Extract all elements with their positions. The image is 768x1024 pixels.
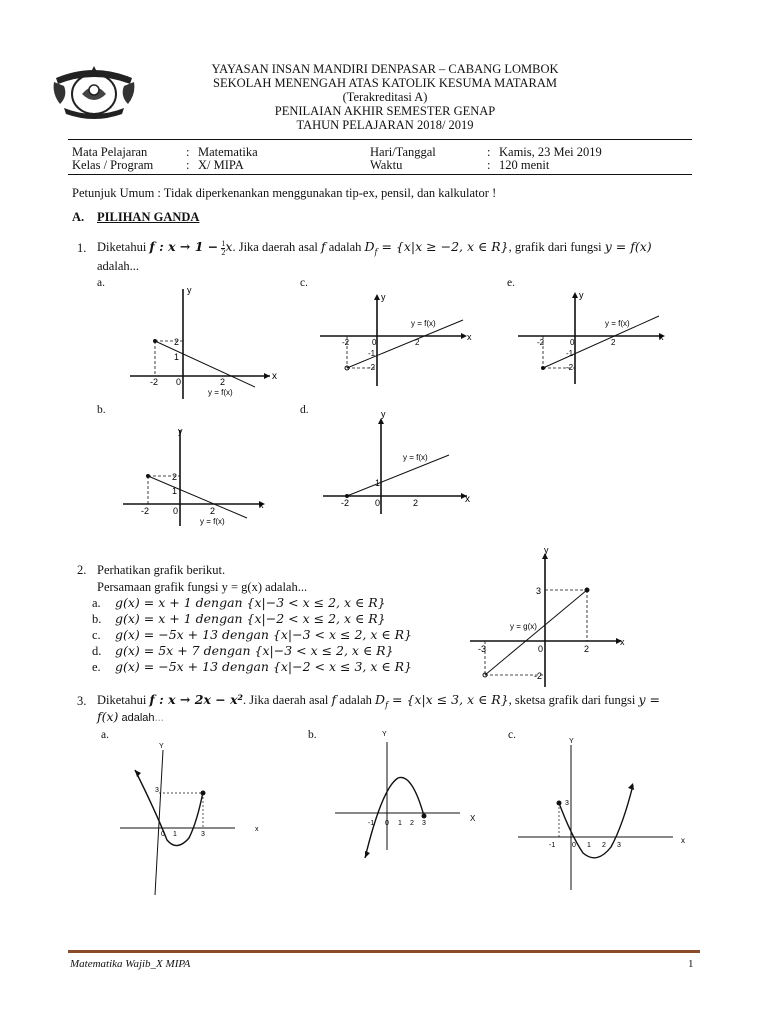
time-colon: : — [487, 158, 491, 172]
x-label: x — [620, 637, 625, 647]
x-label: x — [681, 836, 685, 845]
time-label: Waktu — [370, 158, 403, 172]
q3-graph-b — [330, 728, 490, 868]
x-label: X — [470, 814, 476, 823]
x-label: x — [465, 494, 470, 505]
tick-3: 3 — [422, 820, 426, 827]
header-exam: PENILAIAN AKHIR SEMESTER GENAP — [274, 104, 496, 118]
function-curve — [559, 785, 633, 858]
y-arrow-icon — [374, 294, 380, 300]
footer-subject: Matematika Wajib_X MIPA — [70, 958, 191, 970]
q2-subtext: Persamaan grafik fungsi y = g(x) adalah... — [97, 580, 308, 594]
function-line — [148, 476, 247, 518]
tick-2x: 2 — [210, 506, 216, 516]
q1-graph-e — [513, 288, 678, 388]
function-line — [485, 590, 590, 675]
q2-text: Perhatikan grafik berikut. — [97, 563, 226, 577]
q3-graph-c — [513, 735, 693, 895]
tick-0: 0 — [572, 842, 576, 849]
tick-1: 1 — [375, 478, 381, 488]
footer-divider — [68, 950, 700, 953]
q3-text: Diketahui f : x → 2x − x². Jika daerah asal f adalah $D_f = \{x|x \le 3$, x ∈ R}, sketsa grafik dari fungsi y = — [97, 692, 661, 710]
general-instructions: Petunjuk Umum : Tidak diperkenankan menggunakan tip-ex, pensil, dan kalkulator ! — [72, 186, 497, 200]
subject-value: Matematika — [198, 145, 258, 159]
tick-neg2: -2 — [150, 377, 159, 387]
q1-text: Diketahui f : x → 1 − $\frac{1}{2}$ x. Jika daerah asal f adalah $D_f = \{x|x \ge -2$, x ∈ R}, grafik dari fungsi y = f(x) — [97, 238, 652, 257]
function-line — [543, 316, 659, 368]
tick-neg2: -2 — [341, 498, 350, 508]
x-label: x — [255, 826, 259, 833]
tick-2: 2 — [602, 842, 606, 849]
q1-option-c[interactable]: c. — [300, 277, 308, 289]
q3-option-a[interactable]: a. — [101, 729, 109, 741]
x-label: x — [659, 332, 664, 342]
q1-text-line2: adalah... — [97, 259, 139, 273]
y-label: Y — [382, 731, 387, 738]
tick-2: 2 — [172, 472, 178, 482]
y-arrow-icon — [572, 292, 578, 298]
section-title: PILIHAN GANDA — [97, 210, 200, 224]
header-divider-top — [68, 139, 692, 140]
time-value: 120 menit — [499, 158, 550, 172]
y-label: y — [187, 285, 192, 295]
tick-1: 1 — [172, 486, 178, 496]
q3-option-c[interactable]: c. — [508, 729, 516, 741]
q2-option-letter[interactable]: d. — [92, 644, 102, 658]
subject-label: Mata Pelajaran — [72, 145, 148, 159]
tick-2x: 2 — [220, 377, 226, 387]
q1-graph-c — [315, 290, 480, 390]
q2-option-text[interactable]: g(x) = 5x + 7 dengan {x|−3 < x ≤ 2, x ∈ R} — [115, 643, 394, 658]
tick-0: 0 — [375, 498, 381, 508]
tick-neg1: -1 — [549, 842, 556, 849]
q1-option-b[interactable]: b. — [97, 404, 106, 416]
tick-neg2y: -2 — [368, 363, 376, 372]
y-label: Y — [159, 743, 164, 750]
tick-3x: 3 — [617, 842, 621, 849]
header-school: SEKOLAH MENENGAH ATAS KATOLIK KESUMA MATARAM — [213, 76, 557, 90]
date-colon: : — [487, 145, 491, 159]
q2-option-letter[interactable]: a. — [92, 596, 101, 610]
tick-0: 0 — [538, 644, 544, 654]
tick-2: 2 — [415, 338, 420, 347]
tick-0: 0 — [385, 820, 389, 827]
tick-1: 1 — [398, 820, 402, 827]
class-value: X/ MIPA — [198, 158, 244, 172]
q1-graph-a — [120, 283, 290, 403]
q2-option-letter[interactable]: e. — [92, 660, 101, 674]
page-number: 1 — [688, 958, 694, 970]
tick-2: 2 — [611, 338, 616, 347]
tick-neg1: -1 — [368, 349, 376, 358]
tick-0: 0 — [161, 831, 165, 838]
tick-3: 3 — [536, 586, 542, 596]
x-label: x — [272, 371, 277, 382]
header-accreditation: (Terakreditasi A) — [342, 90, 428, 104]
function-line — [155, 341, 255, 387]
y-label: y — [178, 426, 183, 436]
tick-3: 3 — [565, 800, 569, 807]
function-line — [347, 320, 463, 368]
tick-0: 0 — [173, 506, 179, 516]
q2-option-letter[interactable]: b. — [92, 612, 102, 626]
date-value: Kamis, 23 Mei 2019 — [499, 145, 602, 159]
date-label: Hari/Tanggal — [370, 145, 436, 159]
tick-1: 1 — [587, 842, 591, 849]
class-colon: : — [186, 158, 190, 172]
q3-number: 3. — [77, 694, 87, 708]
tick-2: 2 — [584, 644, 590, 654]
tick-3x: 3 — [201, 831, 205, 838]
subject-colon: : — [186, 145, 190, 159]
tick-neg2: -2 — [537, 338, 545, 347]
tick-1: 1 — [174, 352, 180, 362]
q3-option-b[interactable]: b. — [308, 729, 317, 741]
curve-arrow-icon — [365, 851, 370, 858]
q2-option-text[interactable]: g(x) = −5x + 13 dengan {x|−3 < x ≤ 2, x ∈ R} — [115, 627, 412, 642]
q1-number: 1. — [77, 241, 87, 255]
x-label: x — [467, 332, 472, 342]
q2-option-text[interactable]: g(x) = x + 1 dengan {x|−3 < x ≤ 2, x ∈ R} — [115, 595, 386, 610]
q2-option-text[interactable]: g(x) = −5x + 13 dengan {x|−2 < x ≤ 3, x ∈ R} — [115, 659, 412, 674]
function-label: y = f(x) — [200, 517, 225, 526]
tick-neg2: -2 — [141, 506, 150, 516]
tick-neg1: -1 — [368, 820, 375, 827]
y-label: y — [579, 290, 584, 300]
function-line — [347, 455, 449, 496]
tick-0: 0 — [570, 338, 575, 347]
tick-2: 2 — [410, 820, 414, 827]
x-arrow-icon — [264, 373, 270, 379]
q2-graph — [460, 545, 635, 690]
tick-2: 2 — [413, 498, 419, 508]
q1-option-a[interactable]: a. — [97, 277, 105, 289]
function-label: y = g(x) — [510, 622, 537, 631]
q1-graph-d — [315, 408, 485, 518]
function-curve — [365, 777, 424, 858]
tick-neg2: -2 — [342, 338, 350, 347]
function-curve — [135, 770, 203, 846]
y-label: y — [381, 292, 386, 302]
tick-3: 3 — [155, 787, 159, 794]
curve-arrow-icon — [135, 770, 141, 777]
function-label: y = f(x) — [605, 319, 630, 328]
q1-option-e[interactable]: e. — [507, 277, 515, 289]
function-label: y = f(x) — [208, 388, 233, 397]
class-label: Kelas / Program — [72, 158, 154, 172]
y-label: Y — [569, 738, 574, 745]
q3-text-line2: f(x) adalah... — [97, 709, 164, 724]
school-logo — [50, 60, 138, 124]
curve-arrow-icon — [628, 783, 634, 790]
header-foundation: YAYASAN INSAN MANDIRI DENPASAR – CABANG LOMBOK — [211, 62, 559, 76]
q1-graph-b — [115, 420, 275, 530]
q2-option-text[interactable]: g(x) = x + 1 dengan {x|−2 < x ≤ 2, x ∈ R} — [115, 611, 386, 626]
tick-0: 0 — [176, 377, 182, 387]
tick-neg1: -1 — [566, 349, 574, 358]
q2-number: 2. — [77, 563, 87, 577]
tick-2: 2 — [174, 337, 180, 347]
tick-1: 1 — [173, 831, 177, 838]
q1-option-d[interactable]: d. — [300, 404, 309, 416]
header-year: TAHUN PELAJARAN 2018/ 2019 — [296, 118, 474, 132]
function-label: y = f(x) — [411, 319, 436, 328]
school-seal-icon — [50, 60, 138, 124]
x-label: x — [259, 500, 264, 510]
tick-neg2: -2 — [534, 671, 543, 681]
q2-option-letter[interactable]: c. — [92, 628, 101, 642]
q3-graph-a — [115, 740, 275, 900]
tick-0: 0 — [372, 338, 377, 347]
y-label: y — [544, 545, 549, 555]
section-letter: A. — [72, 210, 85, 224]
tick-neg2y: -2 — [566, 363, 574, 372]
function-label: y = f(x) — [403, 453, 428, 462]
end-point — [422, 814, 427, 819]
y-label: y — [381, 409, 386, 419]
tick-neg3: -3 — [478, 644, 487, 654]
header-divider-bottom — [68, 174, 692, 175]
